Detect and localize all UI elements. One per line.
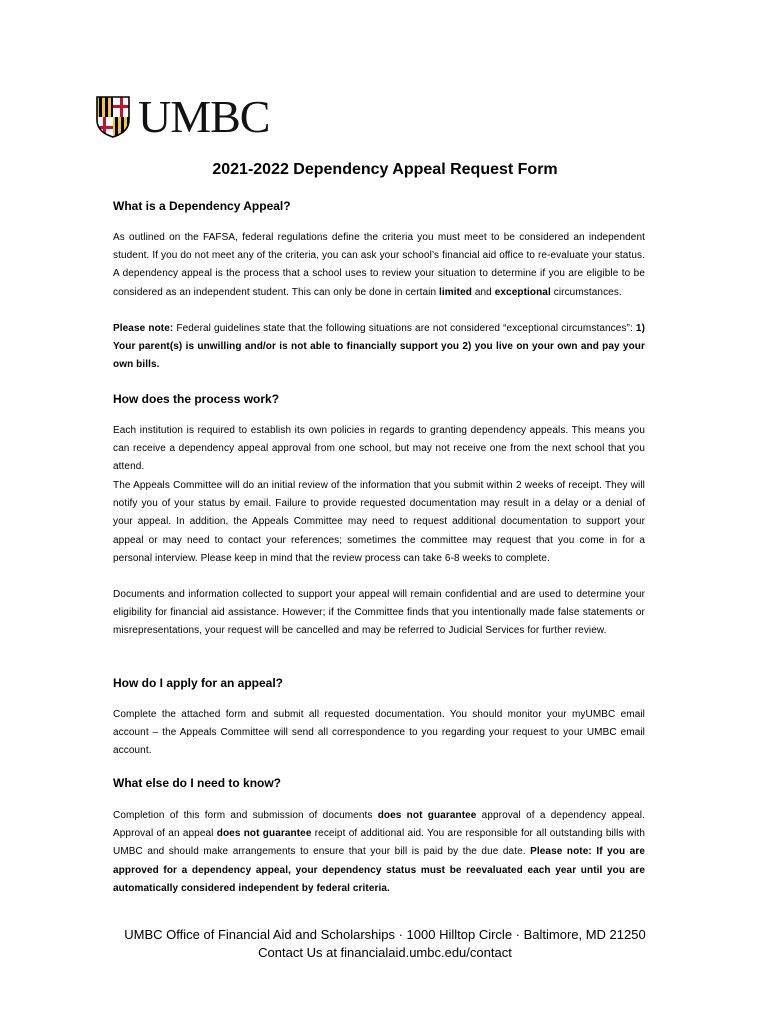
footer-contact-link[interactable]: Contact Us at financialaid.umbc.edu/contact: [258, 945, 512, 960]
text-run: As outlined on the FAFSA, federal regulations define the criteria you must meet to be considered an independent student. If you do not meet any of the criteria, you can ask your school’s financial aid office to re-evaluate your status. A dependency appeal is the process that a school uses to review your situation to determine if you are eligible to be considered as an independent student. This can only be done in certain: [113, 232, 645, 298]
bold-text: limited: [439, 286, 472, 298]
section-heading-apply: How do I apply for an appeal?: [113, 676, 284, 690]
bold-text: 1) Your parent(s) is unwilling and/or is not able to financially support you 2) you live on your own and pay your own bills.: [113, 323, 645, 371]
section-heading-process: How does the process work?: [113, 392, 280, 406]
paragraph-process-2: The Appeals Committee will do an initial review of the information that you submit within 2 weeks of receipt. They will notify you of your status by email. Failure to provide requested documentation may result in a delay or a denial of your appeal. In addition, the Appeals Committee may need to request additional documentation to support your appeal or may need to contact your references; sometimes the committee may request that you come in for a personal interview. Please keep in mind that the review process can take 6-8 weeks to complete.: [113, 480, 645, 564]
logo-wordmark: UMBC: [138, 91, 270, 142]
paragraph-what-is-1: [113, 229, 645, 302]
page-title: 2021-2022 Dependency Appeal Request Form: [212, 161, 558, 178]
paragraph-process-1: Each institution is required to establish its own policies in regards to granting dependency appeals. This means you can receive a dependency appeal approval from one school, but may not receive one from the next school that you attend.: [113, 425, 645, 473]
paragraph-know-1: [113, 807, 645, 898]
text-run: circumstances.: [550, 286, 622, 298]
text-run: Federal guidelines state that the following situations are not considered “exceptional circumstances”:: [173, 323, 636, 334]
text-run: and: [471, 286, 495, 298]
paragraph-apply-1: Complete the attached form and submit all requested documentation. You should monitor your myUMBC email account – the Appeals Committee will send all correspondence to you regarding your request to your UMBC email account.: [113, 709, 645, 757]
section-heading-know: What else do I need to know?: [113, 776, 282, 790]
bold-text: exceptional: [494, 286, 551, 298]
paragraph-process-3: Documents and information collected to support your appeal will remain confidential and are used to determine your eligibility for financial aid assistance. However; if the Committee finds that you intentionally made false statements or misrepresentations, your request will be cancelled and may be referred to Judicial Services for further review.: [113, 589, 645, 637]
bold-text: does not guarantee: [377, 810, 477, 821]
text-run: Completion of this form and submission of documents: [113, 810, 378, 821]
bold-text: Please note: If you are approved for a dependency appeal, your dependency status must be reevaluated each year until you are automatically considered independent by federal criteria.: [113, 846, 645, 894]
text-run: approval of a dependency appeal. Approval of an appeal: [113, 810, 645, 840]
footer-address: UMBC Office of Financial Aid and Scholarships · 1000 Hilltop Circle · Baltimore, MD 21250: [124, 927, 646, 942]
bold-text: Please note:: [113, 323, 174, 334]
page-footer: [0, 926, 770, 962]
paragraph-what-is-2: [113, 320, 645, 375]
section-heading-what-is: What is a Dependency Appeal?: [113, 199, 291, 213]
text-run: receipt of additional aid. You are responsible for all outstanding bills with UMBC and should make arrangements to ensure that your bill is paid by the due date.: [113, 828, 645, 858]
umbc-logo: [96, 91, 270, 142]
bold-text: does not guarantee: [216, 828, 312, 840]
shield-icon: [96, 96, 130, 138]
